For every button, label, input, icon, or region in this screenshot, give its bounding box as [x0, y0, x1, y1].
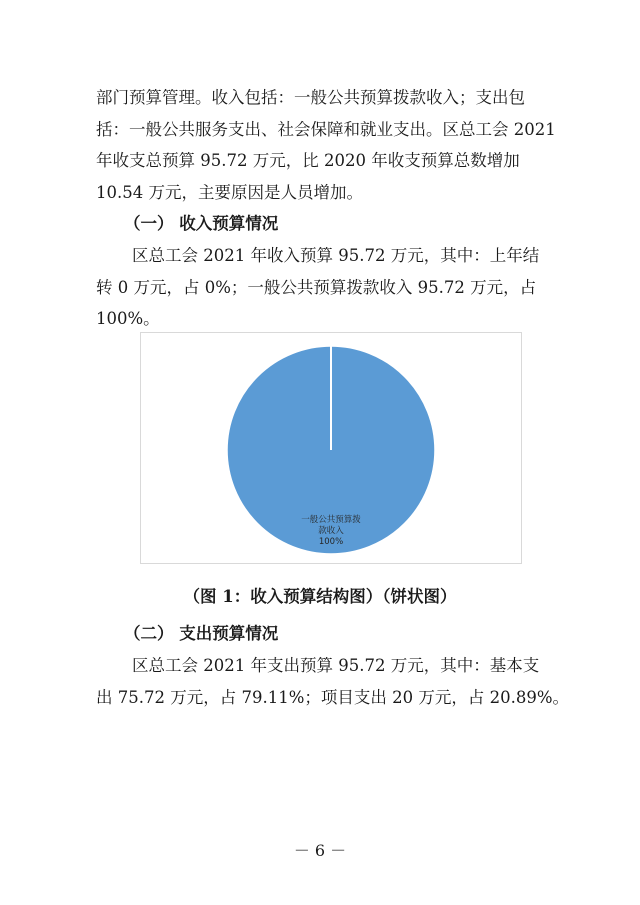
intro-line: 括：一般公共服务支出、社会保障和就业支出。区总工会 2021	[96, 119, 556, 139]
section2-line: 出 75.72 万元，占 79.11%；项目支出 20 万元，占 20.89%。	[96, 687, 570, 707]
section1-heading: （一） 收入预算情况	[124, 214, 279, 233]
intro-line: 年收支总预算 95.72 万元，比 2020 年收支预算总数增加	[96, 151, 520, 170]
intro-paragraph	[96, 82, 556, 208]
section1-line: 100%。	[96, 309, 160, 328]
section1-paragraph	[96, 240, 548, 335]
pie-chart-svg	[141, 333, 523, 565]
pie-chart	[140, 332, 522, 564]
section2-line: 区总工会 2021 年支出预算 95.72 万元，其中：基本支	[132, 656, 540, 675]
intro-line: 部门预算管理。收入包括：一般公共预算拨款收入；支出包	[96, 88, 525, 107]
pie-data-label: 100%	[318, 537, 344, 547]
section1-line: 转 0 万元，占 0%；一般公共预算拨款收入 95.72 万元，占	[96, 277, 537, 297]
pie-data-label: 一般公共预算拨	[301, 515, 361, 525]
figure-caption: （图 1：收入预算结构图）（饼状图）	[183, 587, 457, 606]
section2-heading: （二） 支出预算情况	[124, 624, 279, 643]
section1-line: 区总工会 2021 年收入预算 95.72 万元，其中：上年结	[132, 246, 540, 265]
intro-line: 10.54 万元，主要原因是人员增加。	[96, 182, 363, 202]
page-number: － 6 －	[293, 841, 347, 860]
pie-data-label: 款收入	[318, 526, 344, 536]
section2-paragraph	[96, 650, 570, 713]
